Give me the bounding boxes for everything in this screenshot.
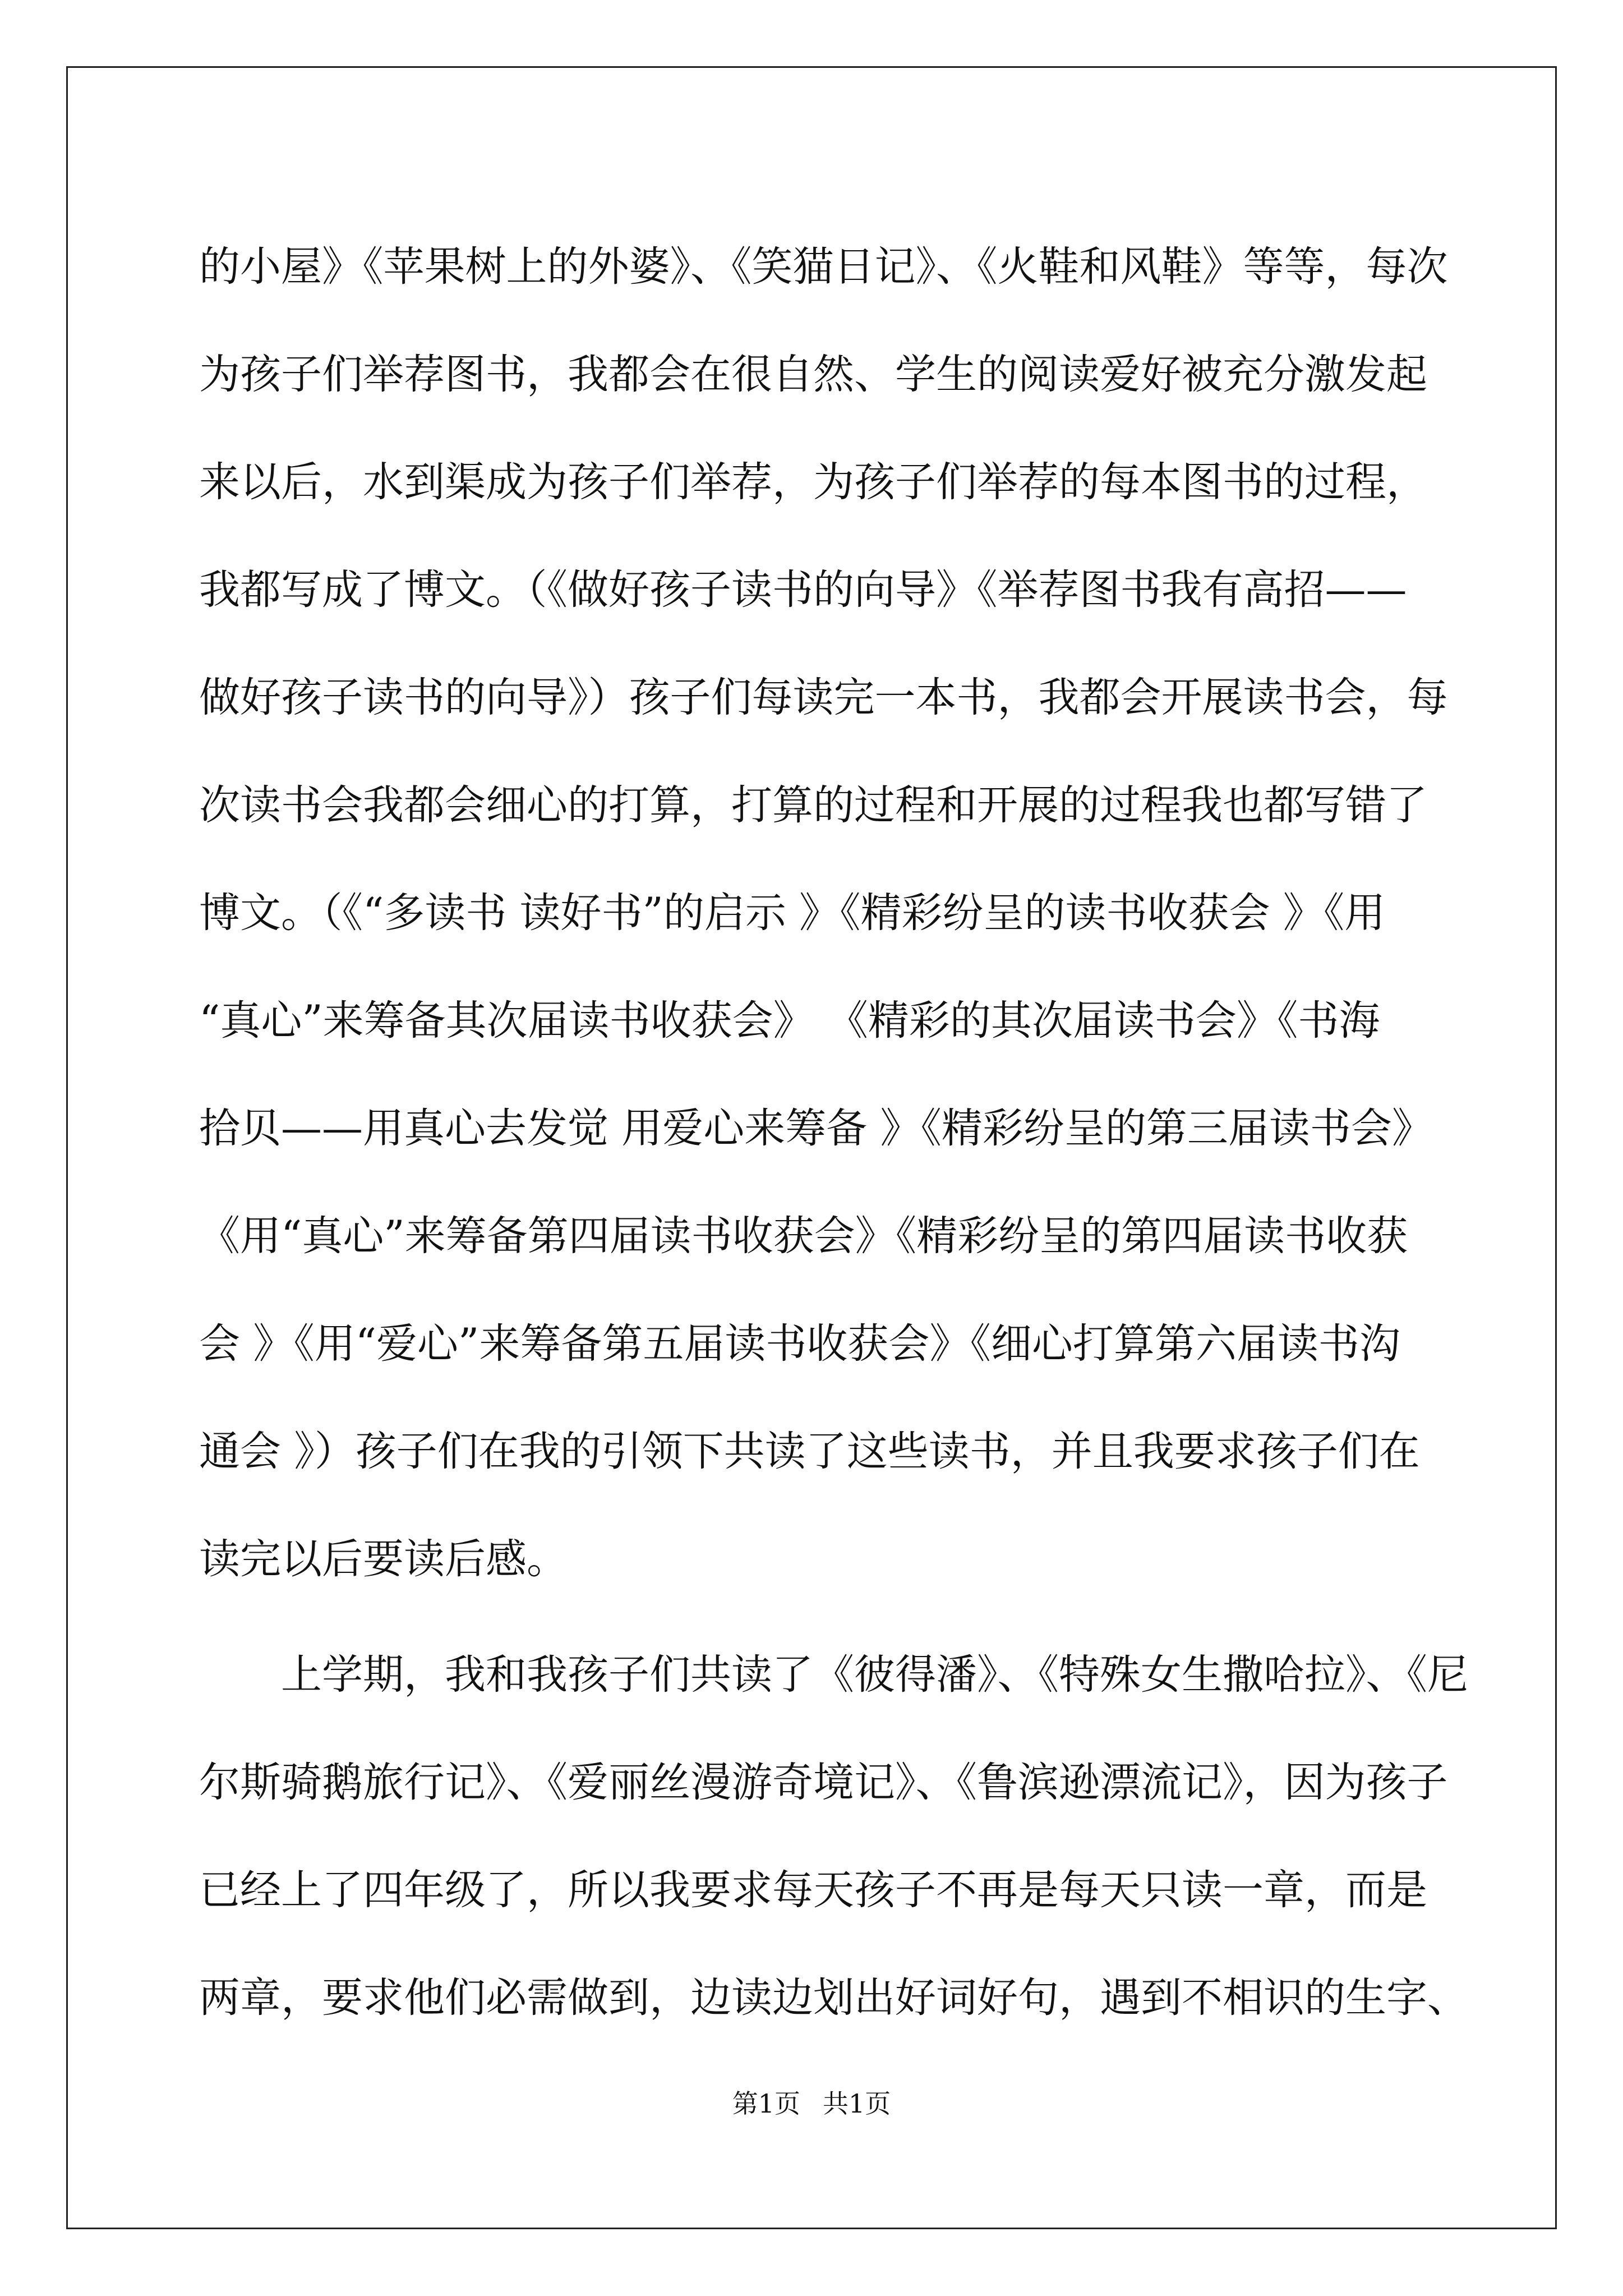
text-line: 读完以后要读后感。 xyxy=(199,1535,568,1583)
page-total: 共1页 xyxy=(823,2088,891,2119)
text-line: 上学期，我和我孩子们共读了《彼得潘》、《特殊女生撒哈拉》、《尼 xyxy=(199,1651,1468,1699)
text-line: 通会 》）孩子们在我的引领下共读了这些读书，并且我要求孩子们在 xyxy=(199,1428,1420,1475)
text-line: 两章，要求他们必需做到，边读边划出好词好句，遇到不相识的生字、 xyxy=(199,1974,1468,2022)
text-line: 拾贝——用真心去发觉 用爱心来筹备 》《精彩纷呈的第三届读书会》 xyxy=(199,1105,1433,1152)
text-line: 来以后，水到渠成为孩子们举荐，为孩子们举荐的每本图书的过程， xyxy=(199,458,1427,506)
text-line: 尔斯骑鹅旅行记》、《爱丽丝漫游奇境记》、《鲁滨逊漂流记》，因为孩子 xyxy=(199,1759,1448,1806)
paragraph-gap xyxy=(199,1613,1427,1621)
text-line: “真心”来筹备其次届读书收获会》 《精彩的其次届读书会》《书海 xyxy=(199,997,1380,1045)
text-line: 做好孩子读书的向导》）孩子们每读完一本书，我都会开展读书会，每 xyxy=(199,674,1448,721)
page-footer xyxy=(0,2087,1623,2120)
text-line: 次读书会我都会细心的打算，打算的过程和开展的过程我也都写错了 xyxy=(199,781,1427,829)
text-line: 已经上了四年级了，所以我要求每天孩子不再是每天只读一章，而是 xyxy=(199,1866,1427,1914)
text-line: 我都写成了博文。（《做好孩子读书的向导》《举荐图书我有高招—— xyxy=(199,566,1407,614)
text-line: 会 》《用“爱心”来筹备第五届读书收获会》《细心打算第六届读书沟 xyxy=(199,1320,1400,1368)
page-number: 第1页 xyxy=(732,2088,800,2119)
document-body xyxy=(199,213,1468,2052)
text-line: 为孩子们举荐图书，我都会在很自然、学生的阅读爱好被充分激发起 xyxy=(199,351,1427,398)
text-line: 《用“真心”来筹备第四届读书收获会》《精彩纷呈的第四届读书收获 xyxy=(199,1212,1408,1260)
text-line: 博文。（《“多读书 读好书”的启示 》《精彩纷呈的读书收获会 》《用 xyxy=(199,889,1386,937)
text-line: 的小屋》《苹果树上的外婆》、《笑猫日记》、《火鞋和风鞋》等等，每次 xyxy=(199,243,1448,291)
